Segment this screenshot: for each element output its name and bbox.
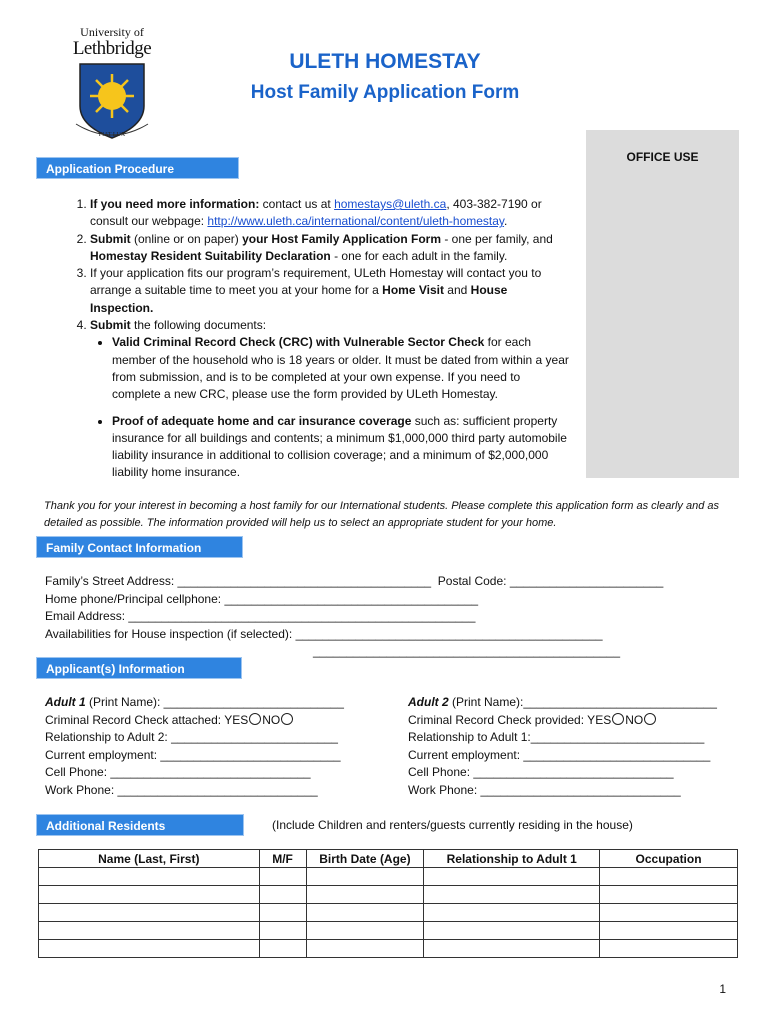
table-cell[interactable] xyxy=(600,922,738,940)
adult1-work-field[interactable]: Work Phone: ______________________________ xyxy=(45,782,318,797)
adult1-relationship-field[interactable]: Relationship to Adult 2: _________________________ xyxy=(45,730,338,744)
table-cell[interactable] xyxy=(424,904,600,922)
column-header: M/F xyxy=(259,850,306,868)
office-use-box xyxy=(586,130,739,478)
table-cell[interactable] xyxy=(424,886,600,904)
adult1-section xyxy=(45,694,344,799)
street-address-field[interactable]: Family’s Street Address: ______________________________________ xyxy=(45,574,432,588)
table-cell[interactable] xyxy=(306,922,424,940)
adult2-work-field[interactable]: Work Phone: ______________________________ xyxy=(408,782,681,797)
availability-field-line2[interactable]: ______________________________________________ xyxy=(313,644,620,658)
adult2-crc-yes-radio[interactable] xyxy=(612,713,624,725)
logo-line2: Lethbridge xyxy=(72,38,152,59)
table-cell[interactable] xyxy=(259,922,306,940)
table-cell[interactable] xyxy=(306,904,424,922)
table-cell[interactable] xyxy=(600,940,738,958)
table-row[interactable] xyxy=(39,868,738,886)
table-cell[interactable] xyxy=(259,940,306,958)
table-cell[interactable] xyxy=(600,886,738,904)
procedure-item-4: 4. Submit the following documents: • Valid Criminal Record Check (CRC) with Vulnerable Sector Check for each member of the household who is 18 years or older. It must be dated from within a year from submission, and is to be completed at your own expense. If you need to complete a new CRC, please use the form provided by ULeth Homestay. • Proof of adequate home and car insurance coverage such as: sufficient property insurance for all buildings and contents; a minimum $1,000,000 third party automobile liability insurance in additional to collision coverage; and a minimum of $2,000,000 liability home insurance. xyxy=(90,317,572,482)
adult1-name-field[interactable]: (Print Name): ___________________________ xyxy=(85,695,344,709)
adult2-cell-field[interactable]: Cell Phone: ______________________________ xyxy=(408,765,674,779)
table-row[interactable] xyxy=(39,886,738,904)
procedure-item-1: 1. If you need more information: contact us at homestays@uleth.ca, 403-382-7190 or consult our webpage: http://www.uleth.ca/international/content/uleth-homestay. xyxy=(90,196,572,231)
office-use-label: OFFICE USE xyxy=(626,150,699,164)
adult2-name-field[interactable]: (Print Name):_____________________________ xyxy=(448,695,717,709)
column-header: Occupation xyxy=(600,850,738,868)
home-phone-field[interactable]: Home phone/Principal cellphone: ______________________________________ xyxy=(45,591,479,606)
procedure-item-3: 3. If your application fits our program’s requirement, ULeth Homestay will contact you to arrange a suitable time to meet you at your home for a Home Visit and House Inspection. xyxy=(90,265,572,317)
adult2-section xyxy=(408,694,717,799)
procedure-item-2: 2. Submit (online or on paper) your Host Family Application Form - one per family, and Homestay Resident Suitability Declaration - one for each adult in the family. xyxy=(90,231,572,266)
page-title: ULETH HOMESTAY xyxy=(289,50,481,73)
adult1-crc-no-radio[interactable] xyxy=(281,713,293,725)
table-cell[interactable] xyxy=(306,868,424,886)
table-cell[interactable] xyxy=(306,940,424,958)
adult2-crc-label: Criminal Record Check provided: YES xyxy=(408,712,612,727)
email-link[interactable]: homestays@uleth.ca xyxy=(334,197,447,211)
procedure-bullet-crc: • Valid Criminal Record Check (CRC) with Vulnerable Sector Check for each member of the household who is 18 years or older. It must be dated from within a year from submission, and is to be completed at your own expense. If you need to complete a new CRC, please use the form provided by ULeth Homestay. xyxy=(112,334,572,403)
table-cell[interactable] xyxy=(39,868,260,886)
table-cell[interactable] xyxy=(424,922,600,940)
table-cell[interactable] xyxy=(424,940,600,958)
procedure-list xyxy=(60,196,572,486)
table-header-row xyxy=(39,850,738,868)
adult2-label: Adult 2 xyxy=(408,695,449,709)
table-row[interactable] xyxy=(39,904,738,922)
table-cell[interactable] xyxy=(259,886,306,904)
adult2-relationship-field[interactable]: Relationship to Adult 1:__________________________ xyxy=(408,730,705,744)
adult1-employment-field[interactable]: Current employment: ___________________________ xyxy=(45,747,341,762)
postal-code-field[interactable]: Postal Code: _______________________ xyxy=(437,574,664,588)
family-contact-header: Family Contact Information xyxy=(36,536,243,558)
table-cell[interactable] xyxy=(600,904,738,922)
table-cell[interactable] xyxy=(259,904,306,922)
logo-line1: University of xyxy=(80,25,144,39)
residents-table xyxy=(38,849,738,958)
applicants-header: Applicant(s) Information xyxy=(36,657,242,679)
adult1-cell-field[interactable]: Cell Phone: ______________________________ xyxy=(45,765,311,779)
adult2-crc-no-radio[interactable] xyxy=(644,713,656,725)
svg-text:FIAT LUX: FIAT LUX xyxy=(98,132,126,138)
table-cell[interactable] xyxy=(39,904,260,922)
family-contact-section xyxy=(45,573,663,661)
table-cell[interactable] xyxy=(424,868,600,886)
adult1-crc-label: Criminal Record Check attached: YES xyxy=(45,712,249,727)
page-number: 1 xyxy=(719,982,726,996)
adult1-crc-yes-radio[interactable] xyxy=(249,713,261,725)
table-row[interactable] xyxy=(39,922,738,940)
table-cell[interactable] xyxy=(306,886,424,904)
column-header: Relationship to Adult 1 xyxy=(424,850,600,868)
thank-you-note: Thank you for your interest in becoming a host family for our International students. Please complete this application form as clearly and as detailed as possible. The information provided will help us to select an appropriate student for your home. xyxy=(44,500,720,529)
column-header: Name (Last, First) xyxy=(39,850,260,868)
table-cell[interactable] xyxy=(39,922,260,940)
table-cell[interactable] xyxy=(259,868,306,886)
table-row[interactable] xyxy=(39,940,738,958)
additional-residents-header: Additional Residents xyxy=(36,814,244,836)
table-cell[interactable] xyxy=(39,886,260,904)
availability-field[interactable]: Availabilities for House inspection (if selected): ______________________________________________ xyxy=(45,626,603,641)
table-cell[interactable] xyxy=(39,940,260,958)
email-address-field[interactable]: Email Address: ____________________________________________________ xyxy=(45,609,476,623)
webpage-link[interactable]: http://www.uleth.ca/international/content/uleth-homestay xyxy=(207,214,505,229)
column-header: Birth Date (Age) xyxy=(306,850,424,868)
adult1-label: Adult 1 xyxy=(45,695,86,709)
adult2-no-label: NO xyxy=(625,712,644,727)
residents-note: (Include Children and renters/guests currently residing in the house) xyxy=(272,818,633,832)
adult1-no-label: NO xyxy=(262,712,281,727)
table-cell[interactable] xyxy=(600,868,738,886)
procedure-bullet-insurance: • Proof of adequate home and car insurance coverage such as: sufficient property insurance for all buildings and contents; a minimum $1,000,000 third party automobile liability insurance in additional to collision coverage; and a minimum of $2,000,000 liability home insurance. xyxy=(112,413,572,482)
page-subtitle: Host Family Application Form xyxy=(250,82,520,103)
adult2-employment-field[interactable]: Current employment: ____________________________ xyxy=(408,747,711,762)
application-procedure-header: Application Procedure xyxy=(36,157,239,179)
